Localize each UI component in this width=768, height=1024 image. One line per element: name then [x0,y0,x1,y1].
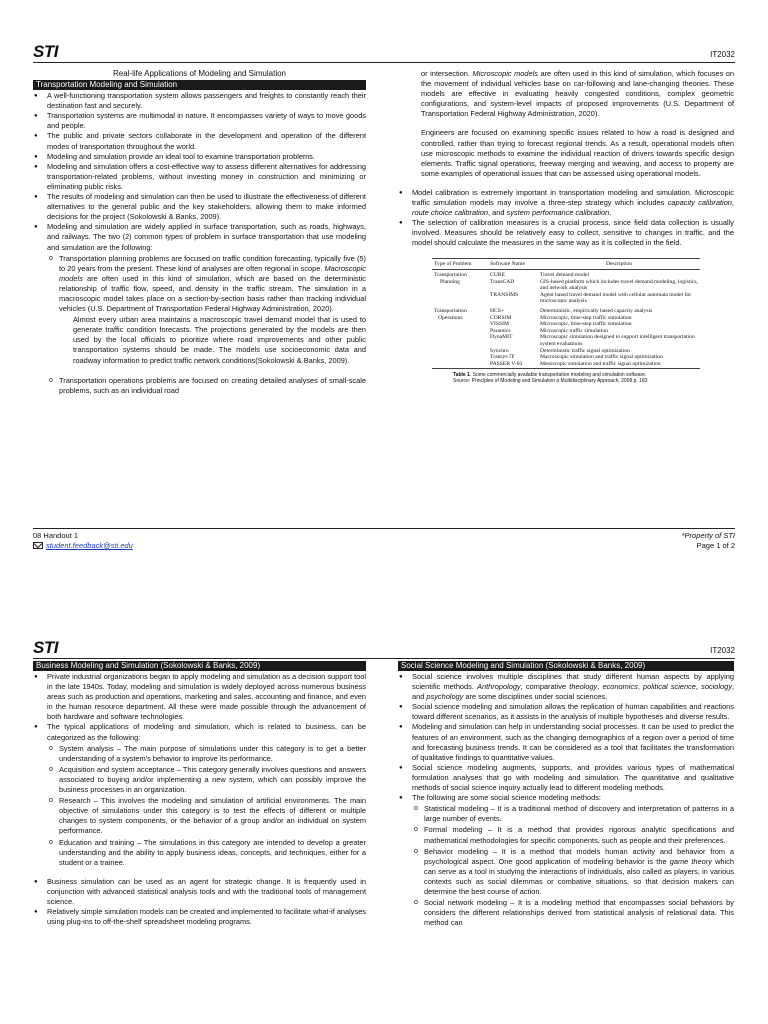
list-item: ● The results of modeling and simulation can then be used to illustrate the effectiveness of different alternatives to the general public and the key stakeholders, allowing them to make informed decisions for the project (Sokolowski & Banks, 2009). [33,192,366,222]
page-number: Page 1 of 2 [696,541,735,550]
footer-rule [33,528,735,529]
section-heading-transportation: Transportation Modeling and Simulation [33,80,366,90]
table-row: DynaMIT Microscopic simulation designed to support intelligent transportation system evaluations [490,334,695,348]
business-application-list [47,744,366,868]
modeling-methods-list [412,804,734,928]
transportation-bullets [33,91,366,396]
list-item: ● Social science involves multiple disciplines that study different human aspects by applying scientific methods. Anthropology, comparative theology, economics, political science, sociology, and psychology are some disciplines under social sciences. [398,672,734,702]
table-row: Transportation HCS+ Deterministic, empirically based capacity analysis [434,308,653,315]
page-title: Real-life Applications of Modeling and Simulation [113,69,286,78]
table-row: Planning TransCAD GIS-based platform which includes travel demand modeling, logistics, and network analysis [440,278,698,292]
course-code: IT2032 [710,50,735,59]
list-item: ● The following are some social science modeling methods: o Statistical modeling – It is a traditional method of discovery and interpretation of patterns in a large number of events. o Formal modeling – It is a method that provides rigorous analytic specifications and mathematical methodologies for specific components, such as people and their preferences. o Behavior modeling – It is a method that models human activity and behavior from a psychological aspect. One good application of modeling behavior is the game theory which can serve as a tool in studying the interactions of individuals, also called as players, in various contexts such as social dilemmas or combative situations, so that decision makers can determine the best course of action. o Social network modeling – It is a modeling method that encompasses social behaviors by considers the different relationships derived from statistical analysis of relational data. This method can [398,793,734,928]
table-row: PASSER V-03 Mesoscopic simulation and traffic signal optimization [432,361,700,369]
table-row: Operations CORSIM Microscopic, time-step traffic simulation [438,314,632,321]
property-label: *Property of STI [681,531,735,540]
list-item: ● Modeling and simulation are widely applied in surface transportation, such as roads, highways, and railways. The two (2) common types of problem in surface transportation that use modeling and simulation are the following: o Transportation planning problems are focused on traffic condition forecasting, typically five (5) to 20 years from the present. These kind of analyses are often regional in scope. Macroscopic models are often used in this kind of simulation, which are based on the deterministic relationship of traffic flow, speed, and density in the traffic stream. The simulation in a macroscopic model takes place on a section-by-section basis rather than tracking individual vehicles (U.S. Department of Transportation Federal Highway Administration, 2020). Almost every urban area maintains a macroscopic travel demand model that is used to generate traffic condition forecasts. The projections generated by the models are then used by the local officials to prioritize where road improvements and other public transportation systems should be made. The models use socioeconomic data and roadway information to predict traffic network conditions(Sokolowski & Banks, 2009). o Transportation operations problems are focused on creating detailed analyses of small-scale problems, such as an individual road [33,222,366,396]
section-heading-social-science: Social Science Modeling and Simulation (Sokolowski & Banks, 2009) [398,661,734,671]
list-item: ● Relatively simple simulation models can be created and implemented to facilitate what-if analyses using plug-ins to off-the-shelf spreadsheet modeling programs. [33,907,366,927]
header-rule [33,62,735,63]
table-header-row [432,258,700,270]
problem-type-list [47,254,366,315]
list-item: ● The typical applications of modeling and simulation, which is related to business, can be categorized as the following: o System analysis – The main purpose of simulations under this category is to get a better understanding of a system's behavior to improve its performance. o Acquisition and system acceptance – This category generally involves questions and answers associated to buying and/or implementing a new system, which can possibly improve the business processes in an organization. o Research – This involves the modeling and simulation of artificial environments. The main objective of simulations under this category is to test the effects of different or multiple changes to system components, or the behavior of a group and/or an individual on system performance. o Education and training – The simulations in this category are intended to develop a greater understanding and the ability to apply business ideas, concepts, and techniques, either for a student or a trainee. [33,722,366,867]
table-row: Synchro Deterministic traffic signal optimization [490,347,630,354]
list-item: ● The selection of calibration measures is a crucial process, since field data collection is usually involved. Measures should be relatively easy to collect, sensitive to changes in traffic, and the model should calculate the measures in the same way as it is collected in the field. [398,218,734,248]
table-caption: Table 1. Some commercially available transportation modeling and simulation software. Source: Principles of Modeling and Simulation a Multidisciplinary Approach, 2009 p. 183 [453,372,648,385]
handout-label: 08 Handout 1 [33,531,79,540]
page1-right-column [398,69,734,384]
course-code: IT2032 [710,646,735,655]
sub-item: o Formal modeling – It is a method that provides rigorous analytic specifications and mathematical methodologies for specific components, such as people and their preferences. [412,825,734,845]
page1-left-column [33,69,366,396]
footer-left [33,531,133,551]
mail-icon [33,542,43,549]
operations-continued: or intersection. Microscopic models are often used in this kind of simulation, which focuses on the movement of individual vehicles base on car-following and lane-changing theories. These models are effective in evaluating heavily congested conditions, complex geometric configurations, and system-level impacts of proposed improvements (U.S. Department of Transportation Federal Highway Administration, 2020). [421,69,734,119]
sti-logo: STI [33,42,58,61]
feedback-email-link[interactable]: student.feedback@sti.edu [46,541,133,550]
list-item: ● Social science modeling and simulation allows the replication of human capabilities and reactions toward different scenarios, as it assists in the analysis of multiple hypotheses and diverse results. [398,702,734,722]
page-gap [0,590,768,628]
list-item: ● Modeling and simulation can help in understanding social processes. It can be used to predict the features of an environment, such as the changing demographics of a region over a period of time and forecasting business trends. It can be considered as a tool that facilitates the transformation of qualitative findings to quantitative values. [398,722,734,762]
list-item: ● Transportation systems are multimodal in nature. It encompasses variety of ways to move goods and people. [33,111,366,131]
list-item: ● Modeling and simulation provide an ideal tool to examine transportation problems. [33,152,366,162]
header-rule [33,658,735,659]
list-item: ● Model calibration is extremely important in transportation modeling and simulation. Microscopic traffic simulation models may involve a three-step strategy which includes capacity calibration, route choice calibration, and system performance calibration. [398,188,734,218]
handout-page-2 [0,628,768,1024]
column-header: Type of Problem [432,258,488,270]
engineers-paragraph: Engineers are focused on examining specific issues related to how a road is designed and controlled, rather than trying to forecast regional trends. As a result, operational models often use microscopic methods to examine the individual reaction of drivers towards specific design elements. Traffic signal operations, freeway merging and weaving, and access to property are some examples of operational issues that can be assessed using operational models. [421,128,734,178]
footer-right [682,531,735,551]
sub-item: o Education and training – The simulations in this category are intended to develop a greater understanding and the ability to apply business ideas, concepts, and techniques, either for a student or a trainee. [47,838,366,868]
list-item: ● The public and private sectors collaborate in the development and operation of the different modes of transportation throughout the world. [33,131,366,151]
column-header: Software Name [488,258,538,270]
list-item: ● Social science modeling augments, supports, and provides various types of mathematical formulation analyses that go with modeling and simulation. The quantitative and qualitative methods of social science inquiry actually lead to different modeling methods. [398,763,734,793]
table-row: Transportation CUBE Travel demand model [434,272,589,279]
sub-item: o System analysis – The main purpose of simulations under this category is to get a better understanding of a system's behavior to improve its performance. [47,744,366,764]
list-item: ● Business simulation can be used as an agent for strategic change. It is frequently used in conjunction with advanced statistical analysis tools and with the traditional tools of management science. [33,877,366,907]
list-item: ● Modeling and simulation offers a cost-effective way to assess different alternatives for addressing transportation-related problems, without investing money in construction and minimizing or eliminating public risks. [33,162,366,192]
sub-item: o Research – This involves the modeling and simulation of artificial environments. The main objective of simulations under this category is to test the effects of different or multiple changes to system components, or the behavior of a group and/or an individual on system performance. [47,796,366,836]
sub-item: o Acquisition and system acceptance – This category generally involves questions and answers associated to buying and/or implementing a new system, which can possibly improve the business processes in an organization. [47,765,366,795]
table-row: Paramics Microscopic traffic simulation [490,327,608,334]
page2-right-column [398,661,734,928]
column-header: Description [538,258,700,270]
software-table [432,258,700,370]
sti-logo: STI [33,638,58,657]
table-row: VISSIM Microscopic, time-step traffic simulation [490,321,632,328]
sub-item: o Statistical modeling – It is a traditional method of discovery and interpretation of patterns in a large number of events. [412,804,734,824]
sub-item-operations: o Transportation operations problems are focused on creating detailed analyses of small-scale problems, such as an individual road [47,376,366,396]
list-item: ● Private industrial organizations began to apply modeling and simulation as a decision support tool in the late 1940s. Today, modeling and simulation is widely deployed across numerous business areas such as production and operations, marketing and sales, accounting and finance, and even in the human resource department. All these were made possible through the advancement of both hardware and software technologies. [33,672,366,722]
planning-paragraph: Almost every urban area maintains a macroscopic travel demand model that is used to generate traffic condition forecasts. The projections generated by the models are then used by the local officials to prioritize where road improvements and other public transportation systems should be made. The models use socioeconomic data and roadway information to predict traffic network conditions(Sokolowski & Banks, 2009). [73,315,366,365]
list-item: ● A well-functioning transportation system allows passengers and freights to constantly reach their destination fast and securely. [33,91,366,111]
table-row: TRANSIMS Agent based travel demand model with cellular automata model for microscopic analysis [490,291,692,305]
page2-left-column [33,661,366,927]
table-row: Transyt-7F Macroscopic simulation and traffic signal optimization [490,354,663,361]
sub-item-planning: o Transportation planning problems are focused on traffic condition forecasting, typically five (5) to 20 years from the present. These kind of analyses are often regional in scope. Macroscopic models are often used in this kind of simulation, which are based on the deterministic relationship of traffic flow, speed, and density in the traffic stream. The simulation in a macroscopic model takes place on a section-by-section basis rather than tracking individual vehicles (U.S. Department of Transportation Federal Highway Administration, 2020). [47,254,366,315]
sub-item: o Behavior modeling – It is a method that models human activity and behavior from a psychological aspect. One good application of modeling behavior is the game theory which can serve as a tool in studying the interactions of individuals, also called as players, in various contexts such as social dilemmas or combative situations, so that decision makers can determine the best course of action. [412,847,734,897]
section-heading-business: Business Modeling and Simulation (Sokolowski & Banks, 2009) [33,661,366,671]
sub-item: o Social network modeling – It is a modeling method that encompasses social behaviors by considers the different relationships derived from statistical analysis of relational data. This method can [412,898,734,928]
